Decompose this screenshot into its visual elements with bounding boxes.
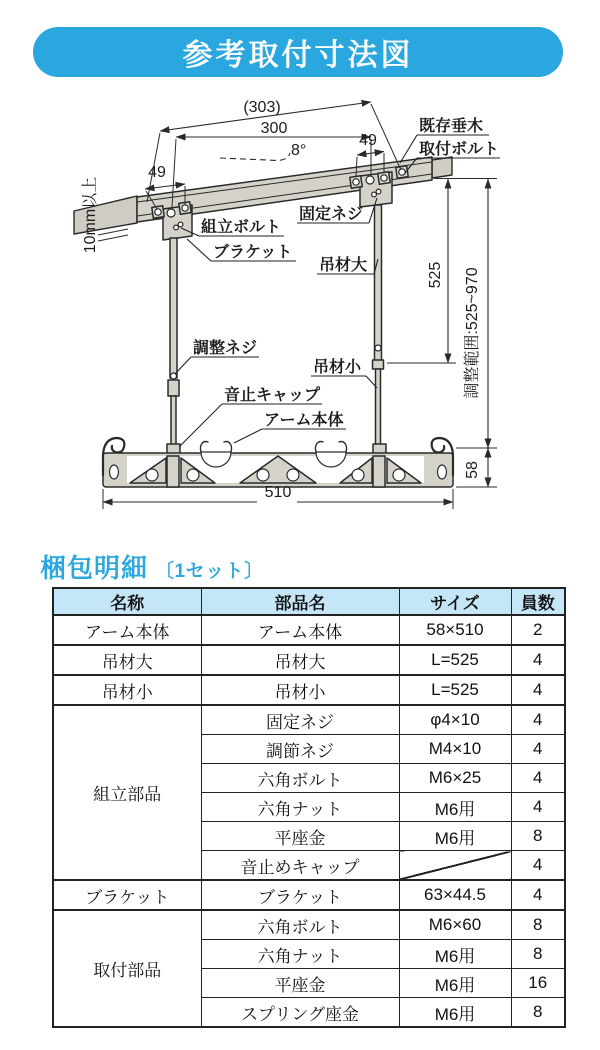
part-name-cell: 調節ネジ bbox=[201, 735, 399, 764]
installation-diagram bbox=[0, 85, 600, 525]
part-qty-cell: 8 bbox=[511, 998, 565, 1028]
label-bracket: ブラケット bbox=[213, 244, 293, 261]
label-fixing-screw: 固定ネジ bbox=[299, 206, 364, 223]
part-qty-cell: 4 bbox=[511, 675, 565, 705]
part-size-cell: M6×25 bbox=[399, 764, 511, 793]
arm-body bbox=[103, 438, 453, 487]
parts-table-head bbox=[53, 588, 565, 615]
part-group-name: 吊材小 bbox=[53, 675, 201, 705]
hanger-rod-right bbox=[373, 205, 387, 456]
label-assembly-bolt: 組立ボルト bbox=[201, 219, 282, 236]
part-size-cell: M6×60 bbox=[399, 910, 511, 940]
label-hanger-large: 吊材大 bbox=[319, 257, 368, 274]
pole-cup-left bbox=[200, 442, 231, 467]
part-name-cell: 六角ボルト bbox=[201, 764, 399, 793]
dim-303: (303) bbox=[243, 99, 281, 116]
packing-title: 梱包明細 bbox=[40, 553, 149, 583]
label-adjusting-screw: 調整ネジ bbox=[193, 340, 258, 357]
parts-table-body bbox=[53, 615, 565, 1027]
part-name-cell: 六角ボルト bbox=[201, 910, 399, 940]
table-row bbox=[53, 880, 565, 910]
part-size-cell: φ4×10 bbox=[399, 705, 511, 735]
part-qty-cell: 4 bbox=[511, 705, 565, 735]
table-row bbox=[53, 645, 565, 675]
page-title: 参考取付寸法図 bbox=[182, 39, 414, 72]
part-size-cell: M6用 bbox=[399, 822, 511, 851]
part-qty-cell: 4 bbox=[511, 764, 565, 793]
part-group-name: 取付部品 bbox=[53, 910, 201, 1027]
label-existing-rafter: 既存垂木 bbox=[419, 118, 484, 135]
part-size-cell: 63×44.5 bbox=[399, 880, 511, 910]
part-qty-cell: 4 bbox=[511, 851, 565, 881]
part-name-cell: 平座金 bbox=[201, 822, 399, 851]
part-qty-cell: 4 bbox=[511, 880, 565, 910]
part-size-cell: L=525 bbox=[399, 675, 511, 705]
part-size-cell: M6用 bbox=[399, 793, 511, 822]
part-name-cell: 六角ナット bbox=[201, 793, 399, 822]
table-row bbox=[53, 615, 565, 645]
part-name-cell: ブラケット bbox=[201, 880, 399, 910]
dim-58: 58 bbox=[464, 461, 481, 479]
dim-adjust-range: 調整範囲:525~970 bbox=[464, 267, 481, 399]
part-size-cell: L=525 bbox=[399, 645, 511, 675]
part-name-cell: 平座金 bbox=[201, 969, 399, 998]
column-header: サイズ bbox=[399, 588, 511, 615]
part-size-cell bbox=[399, 851, 511, 881]
part-name-cell: 六角ナット bbox=[201, 940, 399, 969]
part-qty-cell: 2 bbox=[511, 615, 565, 645]
dim-49-left: 49 bbox=[148, 164, 166, 181]
dim-10mm: 10mm以上 bbox=[82, 176, 99, 254]
label-mounting-bolt: 取付ボルト bbox=[419, 141, 500, 158]
part-name-cell: 固定ネジ bbox=[201, 705, 399, 735]
table-row bbox=[53, 910, 565, 940]
part-size-cell: M6用 bbox=[399, 940, 511, 969]
part-group-name: 吊材大 bbox=[53, 645, 201, 675]
pole-cup-right bbox=[315, 442, 346, 467]
part-group-name: ブラケット bbox=[53, 880, 201, 910]
title-banner bbox=[33, 27, 563, 77]
part-qty-cell: 8 bbox=[511, 910, 565, 940]
part-qty-cell: 4 bbox=[511, 793, 565, 822]
column-header: 部品名 bbox=[201, 588, 399, 615]
label-hanger-small: 吊材小 bbox=[313, 359, 362, 376]
dim-525: 525 bbox=[427, 261, 444, 289]
parts-table bbox=[52, 587, 566, 1028]
dim-angle: 8° bbox=[291, 142, 307, 159]
part-name-cell: スプリング座金 bbox=[201, 998, 399, 1028]
packing-set-note: 〔1セット〕 bbox=[155, 561, 264, 582]
dim-49-right: 49 bbox=[359, 132, 377, 149]
part-group-name: 組立部品 bbox=[53, 705, 201, 880]
hanger-rod-left bbox=[167, 238, 180, 456]
dim-510: 510 bbox=[264, 484, 292, 501]
part-qty-cell: 4 bbox=[511, 645, 565, 675]
part-qty-cell: 8 bbox=[511, 822, 565, 851]
part-size-cell: M6用 bbox=[399, 969, 511, 998]
dim-300: 300 bbox=[260, 120, 288, 137]
table-row bbox=[53, 705, 565, 735]
column-header: 名称 bbox=[53, 588, 201, 615]
part-size-cell: 58×510 bbox=[399, 615, 511, 645]
table-row bbox=[53, 675, 565, 705]
part-qty-cell: 4 bbox=[511, 735, 565, 764]
part-name-cell: 吊材大 bbox=[201, 645, 399, 675]
part-name-cell: 音止めキャップ bbox=[201, 851, 399, 881]
part-qty-cell: 8 bbox=[511, 940, 565, 969]
part-group-name: アーム本体 bbox=[53, 615, 201, 645]
column-header: 員数 bbox=[511, 588, 565, 615]
packing-heading bbox=[40, 548, 264, 585]
part-size-cell: M4×10 bbox=[399, 735, 511, 764]
part-name-cell: アーム本体 bbox=[201, 615, 399, 645]
part-size-cell: M6用 bbox=[399, 998, 511, 1028]
label-arm-body: アーム本体 bbox=[264, 412, 344, 429]
label-sound-stop-cap: 音止キャップ bbox=[224, 387, 321, 404]
part-name-cell: 吊材小 bbox=[201, 675, 399, 705]
part-qty-cell: 16 bbox=[511, 969, 565, 998]
